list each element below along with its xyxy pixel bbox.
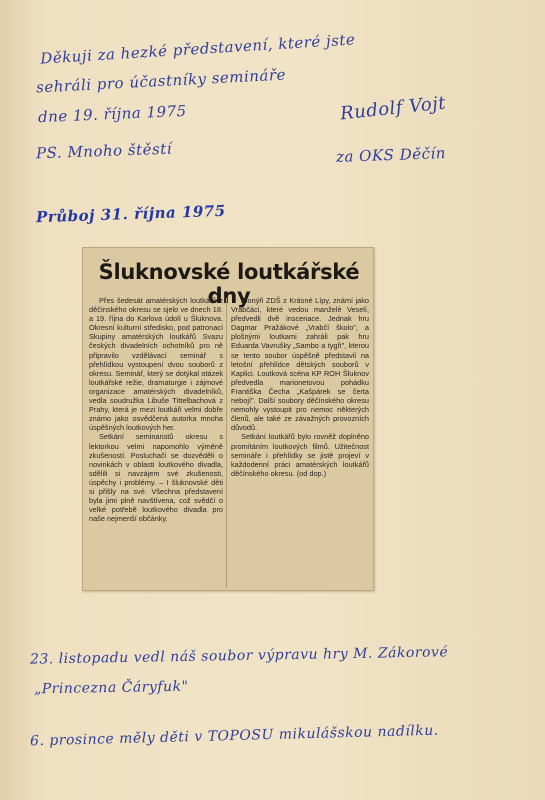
handwritten-note-play-title: „Princezna Čáryfuk" [33,678,189,698]
clipping-paragraph: Setkání seminaristů okresu s lektorkou velmi napomohlo výměně zkušeností. Posluchači se dozvěděli o novinkách v oblasti loutkového divadla, sdělili si navzájem své zkušenosti, úspěchy i problémy. – I šluknovské děti si přišly na své. Všechna představení byla jimi plně navštívena, což svědčí o velké potřebě loutkového divadla pro naše nejmenší občánky. [89,432,223,524]
handwritten-thanks-line-1: Děkuji za hezké představení, které jste [39,30,356,68]
clipping-paragraph: Pionýři ZDŠ z Krásné Lípy, známí jako Vrabčáci, které vedou manželé Veselí, předvedli dvě inscenace. Jednak hru Dagmar Pražákové „Vrabčí školo", a plošnými loutkami zahráli pak hru Eduarda Vavrušky „Sambo a tygři", kterou se tento soubor úspěšně představil na letošní přehlídce dětských souborů v Kaplici. Loutková scéna KP ROH Šluknov předvedla marionetovou pohádku Františka Čecha „Kašpárek se čerta nebojí". Další soubory děčínského okresu nemohly vystoupit pro nemoc některých členů, ale také ze závažných provozních důvodů. [231,296,369,433]
handwritten-postscript: PS. Mnoho štěstí [35,139,173,163]
clipping-column-2 [231,296,369,478]
clipping-paragraph: Setkání loutkářů bylo rovněž doplněno promítáním loutkových filmů. Užitečnost semináře i přehlídky se jistě projeví v každodenní práci amatérských loutkářů děčínského okresu. (od dop.) [231,432,369,478]
handwritten-thanks-line-2: sehráli pro účastníky semináře [35,65,287,97]
clipping-headline: Šluknovské loutkářské dny [98,260,360,308]
handwritten-signature: Rudolf Vojt [339,92,447,125]
handwritten-source-date: Průboj 31. října 1975 [35,201,226,227]
clipping-paragraph: Přes šedesát amatérských loutkářů z děčínského okresu se sjelo ve dnech 18. a 19. října do Karlova údolí u Šluknova. Okresní kulturní středisko, pod patronací Skupiny amatérských loutkářů Svazu českých divadelních ochotníků pro ně připravilo vzdělávací seminář s přehlídkou vystoupení dvou souborů z okresu. Seminář, který se dotýkal otázek loutkářské režie, dramaturgie i zájmové organizace amatérských divadelníků, vedla soudružka Libuše Tittelbachová z Prahy, která je mezi loutkáři velmi dobře známo jako osvědčená autorka mnoha úspěšných loutkových her. [89,296,223,433]
handwritten-note-december: 6. prosince měly děti v TOPOSU mikulášskou nadílku. [29,722,439,750]
clipping-column-1 [89,296,223,523]
handwritten-date-line: dne 19. října 1975 [37,101,188,127]
handwritten-note-november: 23. listopadu vedl náš soubor výpravu hry M. Zákorové [29,644,449,668]
handwritten-organization: za OKS Děčín [335,144,447,166]
newspaper-clipping [82,247,374,591]
column-divider [226,298,227,588]
